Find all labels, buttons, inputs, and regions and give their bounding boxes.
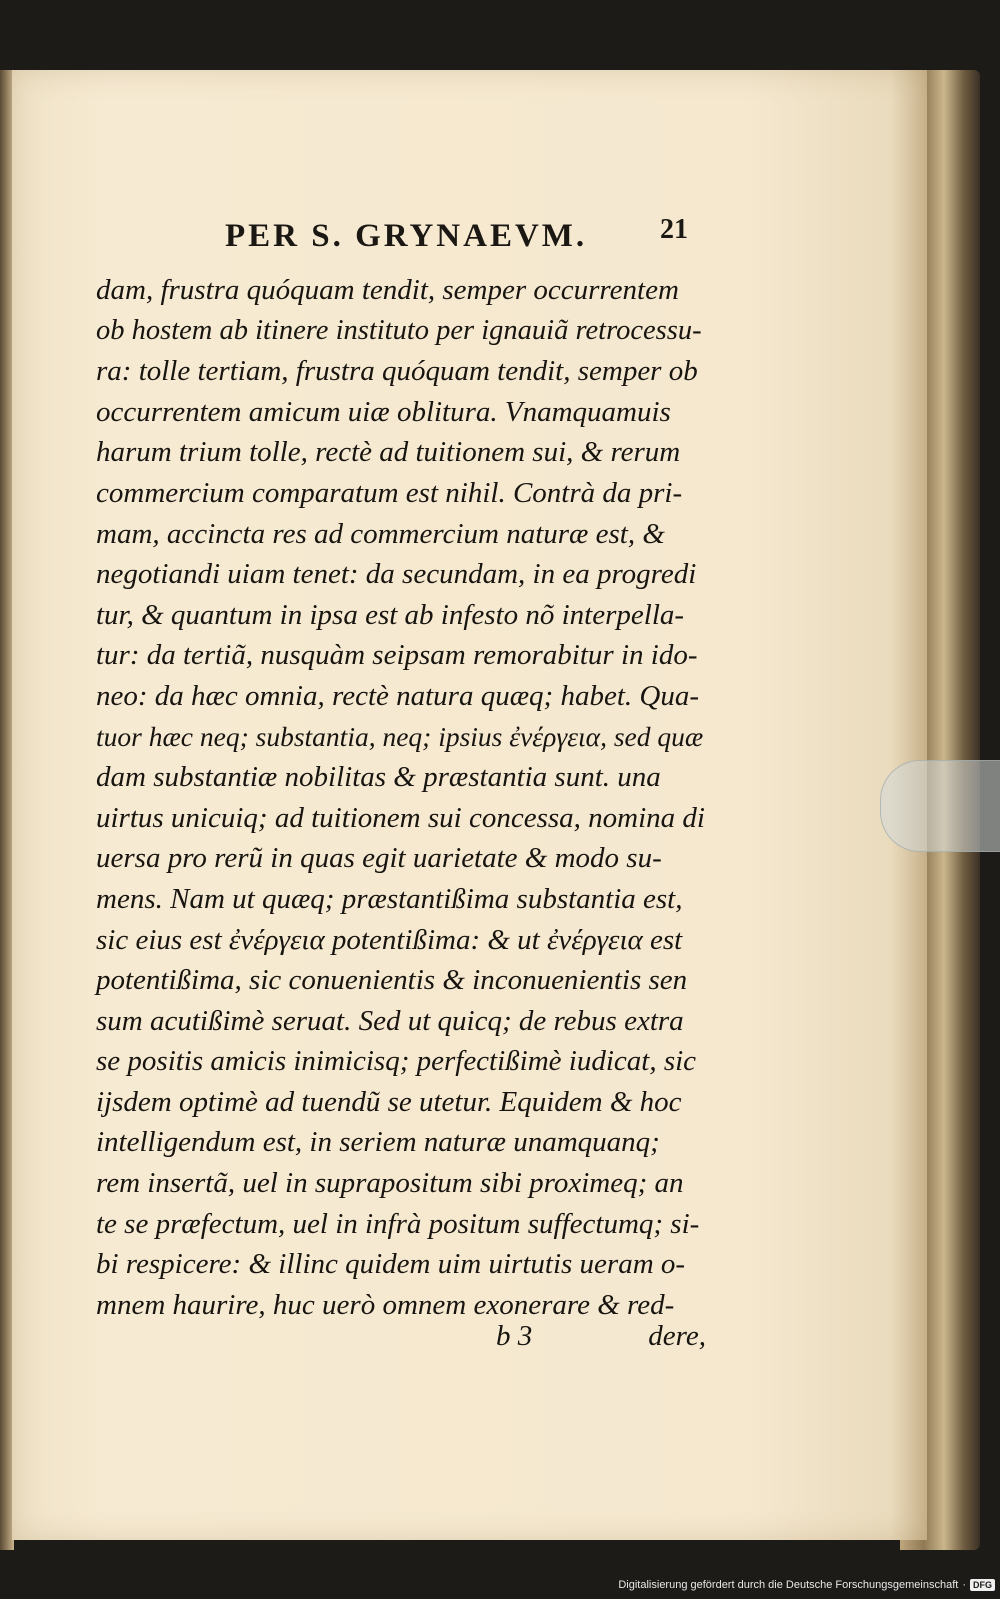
page-clip — [880, 760, 1000, 852]
text-line: bi respicere: & illinc quidem uim uirtutis ueram o- — [96, 1248, 686, 1281]
text-line: tuor hæc neq; substantia, neq; ipsius ἐνέργεια, sed quæ — [96, 720, 704, 752]
text-line: intelligendum est, in seriem naturæ unamquanq; — [96, 1126, 660, 1159]
text-line: mnem haurire, huc uerò omnem exonerare & red- — [96, 1288, 675, 1321]
running-title: PER S. GRYNAEVM. — [225, 218, 588, 254]
text-line: dam substantiæ nobilitas & præstantia sunt. una — [96, 761, 661, 794]
text-line: rem insertã, uel in suprapositum sibi proximeq; an — [96, 1167, 684, 1200]
text-line: se positis amicis inimicisq; perfectißimè iudicat, sic — [96, 1045, 697, 1078]
text-line: potentißima, sic conuenientis & inconuenientis sen — [96, 964, 688, 997]
catchword: dere, — [648, 1320, 706, 1352]
text-line: neo: da hæc omnia, rectè natura quæq; habet. Qua- — [96, 679, 699, 712]
text-line: ra: tolle tertiam, frustra quóquam tendit, semper ob — [96, 355, 698, 388]
text-line: ob hostem ab itinere instituto per ignauiã retrocessu- — [96, 314, 702, 346]
book-page — [12, 70, 927, 1540]
text-line: tur, & quantum in ipsa est ab infesto nõ interpella- — [96, 598, 685, 631]
text-line: occurrentem amicum uiæ oblitura. Vnamquamuis — [96, 395, 671, 428]
text-line: mens. Nam ut quæq; præstantißima substantia est, — [96, 882, 683, 915]
digitization-credit: Digitalisierung gefördert durch die Deutsche Forschungsgemeinschaft · DFG — [590, 1575, 995, 1595]
text-line: te se præfectum, uel in infrà positum suffectumq; si- — [96, 1207, 700, 1240]
text-line: harum trium tolle, rectè ad tuitionem sui, & rerum — [96, 436, 681, 469]
text-line: uirtus unicuiq; ad tuitionem sui concessa, nomina di — [96, 801, 705, 834]
page-footer — [96, 1320, 706, 1360]
text-line: commercium comparatum est nihil. Contrà da pri- — [96, 476, 683, 509]
text-line: sum acutißimè seruat. Sed ut quicq; de rebus extra — [96, 1004, 684, 1037]
page-header — [12, 200, 927, 260]
signature-mark: b 3 — [496, 1320, 533, 1352]
text-line: sic eius est ἐνέργεια potentißima: & ut ἐνέργεια est — [96, 923, 683, 956]
credit-text: Digitalisierung gefördert durch die Deutsche Forschungsgemeinschaft — [618, 1579, 959, 1591]
text-line: uersa pro rerũ in quas egit uarietate & modo su- — [96, 842, 662, 875]
folio-number: 21 — [660, 214, 688, 245]
text-line: ijsdem optimè ad tuendũ se utetur. Equidem & hoc — [96, 1085, 682, 1118]
text-line: tur: da tertiã, nusquàm seipsam remorabitur in ido- — [96, 639, 698, 672]
text-line: dam, frustra quóquam tendit, semper occurrentem — [96, 274, 679, 306]
text-line: negotiandi uiam tenet: da secundam, in ea progredi — [96, 558, 697, 591]
text-line: mam, accincta res ad commercium naturæ est, & — [96, 517, 665, 550]
text-body — [96, 270, 706, 1325]
dfg-logo-icon: DFG — [970, 1579, 995, 1591]
